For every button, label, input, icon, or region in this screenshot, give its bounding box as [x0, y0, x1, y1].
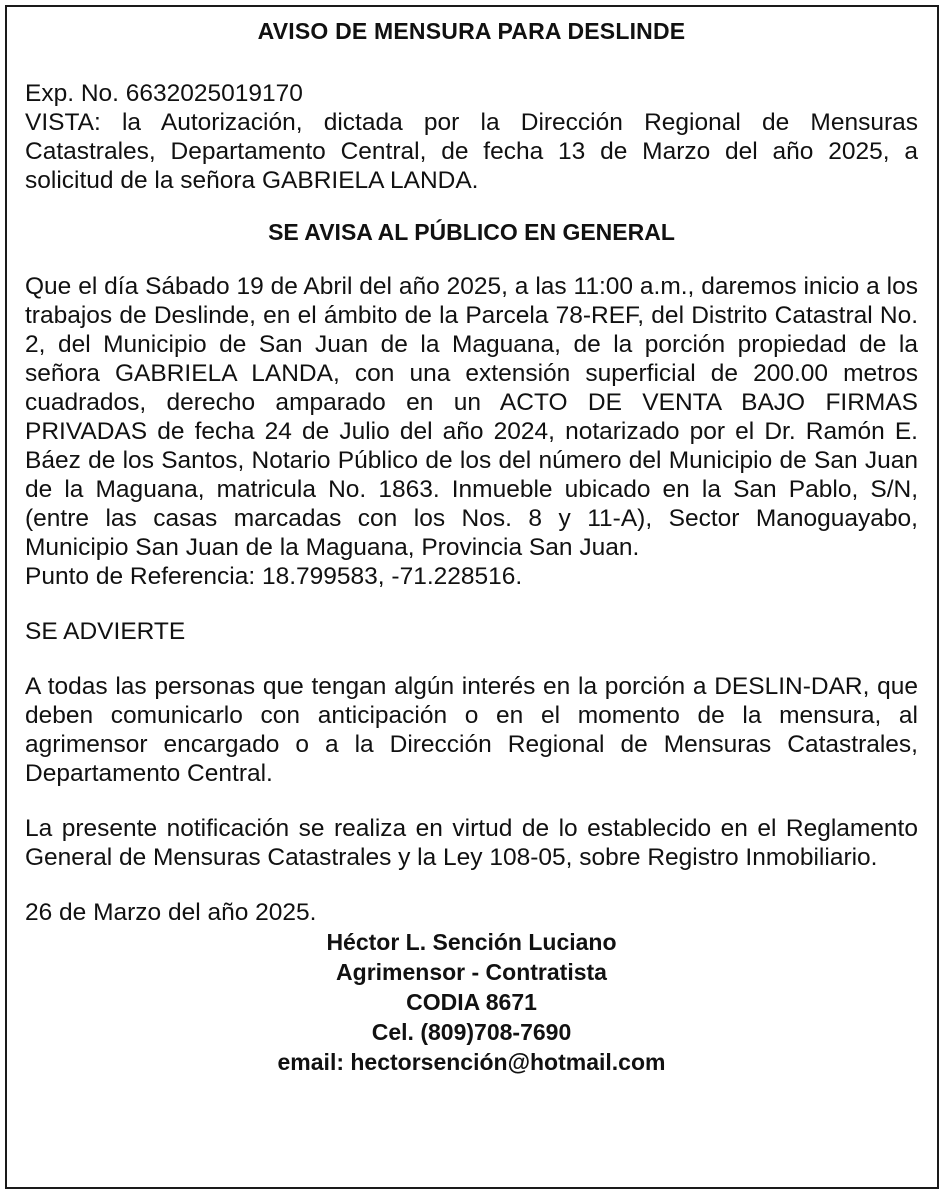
signer-codia: CODIA 8671 [406, 989, 537, 1015]
signer-phone: Cel. (809)708-7690 [371, 1019, 572, 1045]
reference-point: Punto de Referencia: 18.799583, -71.228516. [25, 563, 523, 590]
body-paragraph: Que el día Sábado 19 de Abril del año 2025, a las 11:00 a.m., daremos inicio a los trabajos de Deslinde, en el ámbito de la Parcela 78-REF, del Distrito Catastral No. 2, del Municipio de San Juan de la Maguana, de la porción propiedad de la señora GABRIELA LANDA, con una extensión superficial de 200.00 metros cuadrados, derecho amparado en un ACTO DE VENTA BAJO FIRMAS PRIVADAS de fecha 24 de Julio del año 2024, notarizado por el Dr. Ramón E. Báez de los Santos, Notario Público de los del número del Municipio de San Juan de la Maguana, matricula No. 1863. Inmueble ubicado en la San Pablo, S/N, (entre las casas marcadas con los Nos. 8 y 11-A), Sector Manoguayabo, Municipio San Juan de la Maguana, Provincia San Juan. [25, 273, 918, 561]
expediente: Exp. No. 6632025019170 [25, 80, 303, 107]
notice-date: 26 de Marzo del año 2025. [25, 899, 317, 926]
advierte-paragraph: A todas las personas que tengan algún interés en la porción a DESLIN-DAR, que deben comunicarlo con anticipación o en el momento de la mensura, al agrimensor encargado o a la Dirección Regional de Mensuras Catastrales, Departamento Central. [25, 673, 918, 787]
signer-name: Héctor L. Sención Luciano [326, 929, 617, 955]
advierte-heading: SE ADVIERTE [25, 618, 186, 645]
notice [25, 18, 918, 1077]
vista-paragraph: VISTA: la Autorización, dictada por la Dirección Regional de Mensuras Catastrales, Departamento Central, de fecha 13 de Marzo del año 2025, a solicitud de la señora GABRIELA LANDA. [25, 109, 918, 194]
signature-block [25, 927, 918, 1077]
notice-subtitle: SE AVISA AL PÚBLICO EN GENERAL [268, 219, 675, 245]
legal-paragraph: La presente notificación se realiza en virtud de lo establecido en el Reglamento General de Mensuras Catastrales y la Ley 108-05, sobre Registro Inmobiliario. [25, 815, 918, 871]
signer-email: email: hectorsención@hotmail.com [277, 1049, 666, 1075]
notice-title: AVISO DE MENSURA PARA DESLINDE [257, 18, 686, 44]
signer-role: Agrimensor - Contratista [336, 959, 607, 985]
